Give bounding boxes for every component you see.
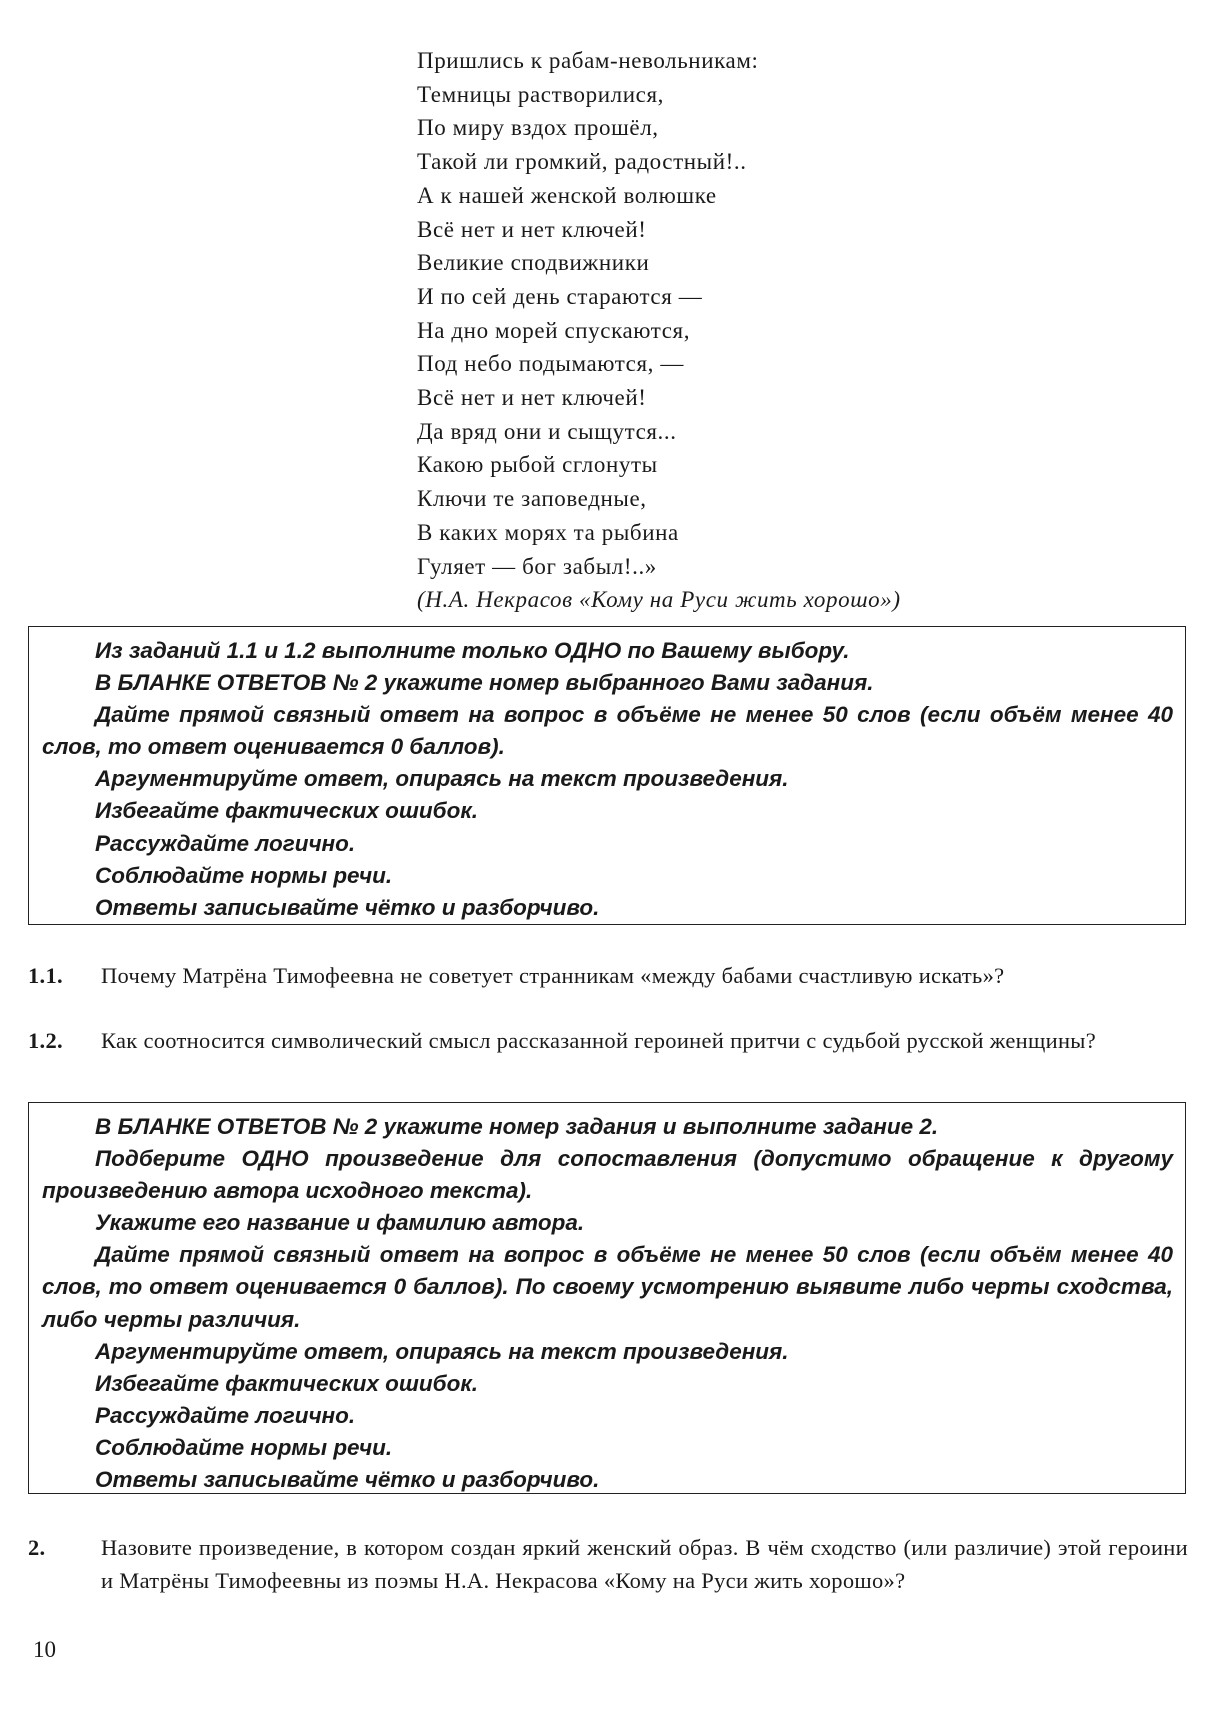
instruction-paragraph: Ответы записывайте чётко и разборчиво. (95, 1467, 600, 1493)
poem-line: Какою рыбой сглонуты (417, 452, 658, 478)
instructions-box-task-2 (28, 1102, 1186, 1494)
instruction-paragraph: Укажите его название и фамилию автора. (95, 1210, 585, 1236)
poem-attribution: (Н.А. Некрасов «Кому на Руси жить хорошо») (417, 587, 901, 613)
question-number: 1.2. (28, 1028, 63, 1053)
poem-line: Великие сподвижники (417, 250, 650, 276)
instruction-paragraph: Соблюдайте нормы речи. (95, 1434, 393, 1460)
question-2 (28, 1532, 1188, 1597)
page-number: 10 (33, 1637, 56, 1662)
instruction-paragraph: Из заданий 1.1 и 1.2 выполните только ОДНО по Вашему выбору. (95, 638, 850, 663)
question-text: Назовите произведение, в котором создан яркий женский образ. В чём сходство (или различие) этой героини и Матрёны Тимофеевны из поэмы Н.А. Некрасова «Кому на Руси жить хорошо»? (101, 1535, 1188, 1593)
instruction-paragraph: В БЛАНКЕ ОТВЕТОВ № 2 укажите номер выбранного Вами задания. (95, 670, 874, 696)
poem-line: Под небо подымаются, — (417, 351, 684, 377)
poem-line: На дно морей спускаются, (417, 317, 691, 343)
question-number: 2. (28, 1535, 46, 1560)
instruction-paragraph: Аргументируйте ответ, опираясь на текст произведения. (95, 1338, 789, 1364)
instruction-paragraph: Избегайте фактических ошибок. (95, 1370, 478, 1396)
poem-line: Ключи те заповедные, (417, 486, 647, 512)
poem-line: По миру вздох прошёл, (417, 115, 659, 141)
poem-line: Такой ли громкий, радостный!.. (417, 149, 747, 175)
instructions-box-task-1 (28, 626, 1186, 925)
poem-line: Гуляет — бог забыл!..» (417, 553, 657, 579)
poem-excerpt (417, 44, 901, 617)
instruction-paragraph: Рассуждайте логично. (95, 830, 356, 856)
question-number: 1.1. (28, 963, 63, 988)
instruction-paragraph: Дайте прямой связный ответ на вопрос в объёме не менее 50 слов (если объём менее 40 слов, то ответ оценивается 0 баллов). (42, 702, 1173, 760)
instruction-paragraph: Соблюдайте нормы речи. (95, 862, 393, 888)
question-text: Почему Матрёна Тимофеевна не советует странникам «между бабами счастливую искать»? (101, 963, 1005, 988)
poem-line: Всё нет и нет ключей! (417, 216, 647, 242)
instruction-paragraph: Рассуждайте логично. (95, 1402, 356, 1428)
instruction-paragraph: Избегайте фактических ошибок. (95, 798, 478, 824)
instruction-paragraph: Ответы записывайте чётко и разборчиво. (95, 894, 600, 920)
poem-line: В каких морях та рыбина (417, 519, 679, 545)
instruction-paragraph: Аргументируйте ответ, опираясь на текст произведения. (95, 766, 789, 792)
question-1-1 (28, 960, 1188, 993)
question-text: Как соотносится символический смысл рассказанной героиней притчи с судьбой русской женщины? (101, 1028, 1096, 1053)
question-1-2 (28, 1025, 1188, 1058)
poem-line: Всё нет и нет ключей! (417, 385, 647, 411)
poem-line: Темницы растворилися, (417, 81, 664, 107)
poem-line: А к нашей женской волюшке (417, 182, 717, 208)
instruction-paragraph: Дайте прямой связный ответ на вопрос в объёме не менее 50 слов (если объём менее 40 слов, то ответ оценивается 0 баллов). По своему усмотрению выявите либо черты сходства, либо черты различия. (42, 1242, 1173, 1332)
poem-line: Да вряд они и сыщутся... (417, 418, 677, 444)
poem-line: Пришлись к рабам-невольникам: (417, 48, 759, 73)
instruction-paragraph: В БЛАНКЕ ОТВЕТОВ № 2 укажите номер задания и выполните задание 2. (95, 1114, 939, 1139)
poem-line: И по сей день стараются — (417, 283, 703, 309)
instruction-paragraph: Подберите ОДНО произведение для сопоставления (допустимо обращение к другому произведению автора исходного текста). (42, 1146, 1173, 1204)
